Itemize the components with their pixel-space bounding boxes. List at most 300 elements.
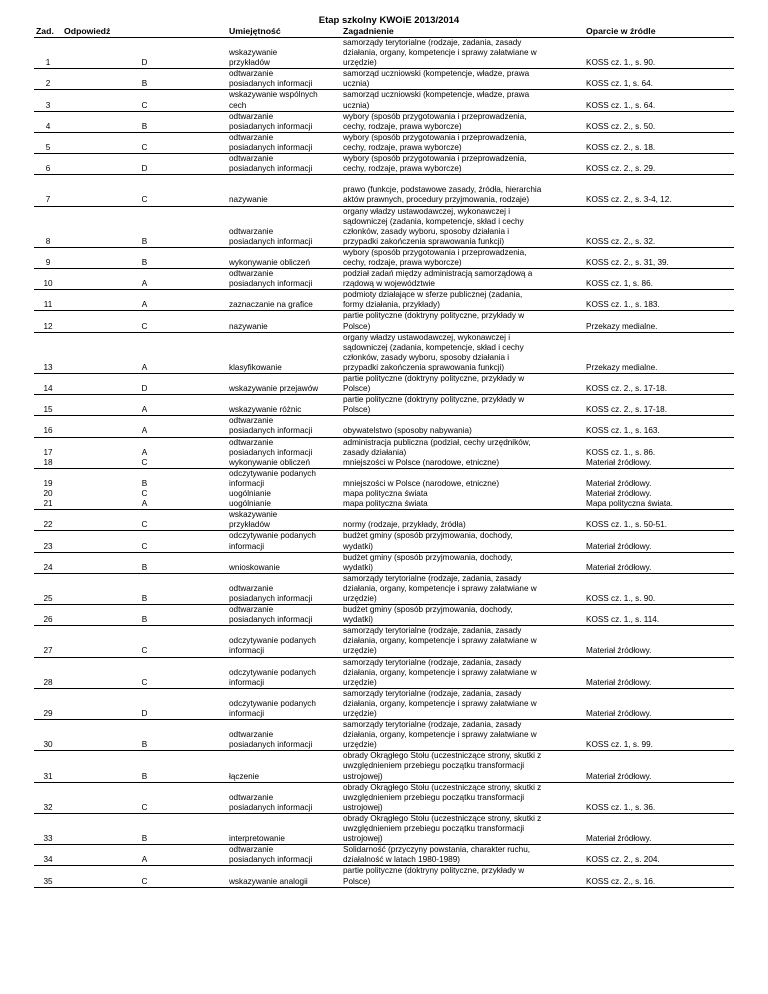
task-number-line: 29 [43, 709, 53, 718]
task-number-line: 4 [45, 121, 51, 131]
topic-line: wydatki) [343, 541, 374, 551]
source-line: Materiał źródłowy. [586, 771, 652, 781]
skill-cell [227, 206, 341, 247]
source-line: KOSS cz. 1., s. 36. [586, 802, 656, 812]
topic-line: urzędzie) [343, 677, 377, 687]
source-line: Przekazy medialne. [586, 362, 658, 372]
answer-line: B [141, 79, 148, 89]
topic-cell [341, 845, 584, 866]
answer-cell [62, 290, 227, 311]
skill-cell [227, 132, 341, 153]
skill-cell [227, 510, 341, 531]
answer-cell [62, 69, 227, 90]
topic-cell [341, 374, 584, 395]
table-row [34, 69, 734, 90]
source-line: KOSS cz. 1., s. 50-51. [586, 520, 667, 530]
task-number-line: 15 [43, 405, 53, 415]
topic-line: Polsce) [343, 321, 371, 331]
answer-line: C [141, 541, 148, 551]
table-row [34, 132, 734, 153]
topic-line: cechy, rodzaje, prawa wyborcze) [343, 121, 462, 131]
task-number-line: 25 [43, 593, 53, 603]
skill-line: odtwarzanie [229, 416, 274, 426]
skill-line: wskazywanie analogii [229, 876, 308, 886]
answer-line: C [141, 489, 148, 499]
table-row [34, 374, 734, 395]
topic-cell [341, 154, 584, 175]
answer-line: C [141, 100, 148, 110]
skill-cell [227, 395, 341, 416]
skill-line: wskazywanie wspólnych [229, 90, 318, 100]
topic-cell [341, 290, 584, 311]
task-number-line: 2 [45, 79, 51, 89]
topic-line: działania, organy, kompetencje i sprawy załatwiane w [343, 48, 537, 58]
skill-line: interpretowanie [229, 834, 285, 844]
skill-line: wskazywanie [229, 510, 278, 520]
answer-cell [62, 154, 227, 175]
answer-cell [62, 111, 227, 132]
topic-line: Polsce) [343, 384, 371, 394]
task-number-cell [34, 510, 62, 531]
topic-line: wybory (sposób przygotowania i przeprowadzenia, [343, 132, 527, 142]
skill-line: posiadanych informacji [229, 593, 313, 603]
skill-line: posiadanych informacji [229, 447, 313, 457]
topic-line: uwzględnieniem przebiegu początku transformacji [343, 761, 525, 771]
skill-line: odczytywanie podanych [229, 468, 316, 478]
table-row [34, 38, 734, 69]
source-line: KOSS cz. 1., s. 163. [586, 426, 660, 436]
task-number-line: 19 [43, 478, 53, 488]
table-row [34, 395, 734, 416]
skill-line: odczytywanie podanych [229, 531, 316, 541]
answer-cell [62, 132, 227, 153]
topic-line: cechy, rodzaje, prawa wyborcze) [343, 142, 462, 152]
task-number-line: 1 [45, 58, 51, 68]
topic-line: wydatki) [343, 562, 374, 572]
topic-line: wybory (sposób przygotowania i przeprowadzenia, [343, 111, 527, 121]
skill-line: odtwarzanie [229, 583, 274, 593]
topic-line: normy (rodzaje, przykłady, źródła) [343, 520, 466, 530]
answer-cell [62, 468, 227, 509]
answer-line: A [141, 405, 148, 415]
answer-line: C [141, 520, 148, 530]
skill-line: uogólnianie [229, 499, 271, 509]
table-row [34, 531, 734, 552]
answer-line: C [141, 457, 148, 467]
task-number-cell [34, 311, 62, 332]
topic-line: wybory (sposób przygotowania i przeprowadzenia, [343, 154, 527, 164]
topic-line: formy działania, przykłady) [343, 300, 440, 310]
source-cell [584, 69, 734, 90]
topic-line: uwzględnieniem przebiegu początku transformacji [343, 824, 525, 834]
topic-line: zasady działania) [343, 447, 407, 457]
task-number-cell [34, 247, 62, 268]
answer-line: B [141, 615, 148, 625]
source-line: KOSS cz. 1., s. 90. [586, 58, 656, 68]
topic-line: partie polityczne (doktryny polityczne, przykłady w [343, 311, 525, 321]
table-row [34, 311, 734, 332]
table-row [34, 688, 734, 719]
table-row [34, 290, 734, 311]
source-line: KOSS cz. 2., s. 17-18. [586, 405, 667, 415]
task-number-line: 21 [43, 499, 53, 509]
answer-cell [62, 626, 227, 657]
skill-line: łączenie [229, 771, 260, 781]
topic-line: partie polityczne (doktryny polityczne, przykłady w [343, 374, 525, 383]
topic-line: budżet gminy (sposób przyjmowania, dochody, [343, 531, 513, 541]
table-row [34, 175, 734, 206]
table-row [34, 626, 734, 657]
source-cell [584, 269, 734, 290]
topic-line: samorząd uczniowski (kompetencje, władze, prawa [343, 69, 530, 79]
topic-line: ucznia) [343, 100, 370, 110]
topic-line: budżet gminy (sposób przyjmowania, dochody, [343, 552, 513, 562]
topic-line: samorządy terytorialne (rodzaje, zadania, zasady [343, 688, 522, 698]
task-number-cell [34, 657, 62, 688]
task-number-line: 12 [43, 321, 53, 331]
task-number-cell [34, 175, 62, 206]
source-line: KOSS cz. 2., s. 17-18. [586, 384, 667, 394]
skill-line: cech [229, 100, 247, 110]
topic-cell [341, 720, 584, 751]
topic-line: podmioty działające w sferze publicznej (zadania, [343, 290, 523, 300]
table-row [34, 111, 734, 132]
topic-line: ustrojowej) [343, 802, 383, 812]
skill-line: posiadanych informacji [229, 142, 313, 152]
topic-cell [341, 813, 584, 844]
answer-key-table [34, 25, 734, 888]
topic-line: urzędzie) [343, 740, 377, 750]
topic-cell [341, 395, 584, 416]
source-line: Materiał źródłowy. [586, 677, 652, 687]
answer-line: D [141, 58, 148, 68]
skill-line: wykonywanie obliczeń [229, 457, 311, 467]
answer-line: C [141, 646, 148, 656]
topic-cell [341, 332, 584, 373]
topic-line: budżet gminy (sposób przyjmowania, dochody, [343, 605, 513, 615]
answer-cell [62, 311, 227, 332]
topic-line: samorządy terytorialne (rodzaje, zadania, zasady [343, 657, 522, 667]
task-number-line: 20 [43, 489, 53, 499]
task-number-line: 5 [45, 142, 51, 152]
answer-line: A [141, 447, 148, 457]
table-row [34, 332, 734, 373]
source-line: Materiał źródłowy. [586, 709, 652, 718]
source-cell [584, 332, 734, 373]
source-line: KOSS cz. 1, s. 64. [586, 79, 653, 89]
skill-line: odtwarzanie [229, 792, 274, 802]
topic-cell [341, 38, 584, 69]
answer-line: B [141, 236, 148, 246]
answer-line: C [141, 195, 148, 205]
skill-cell [227, 688, 341, 719]
skill-line: odczytywanie podanych [229, 698, 316, 708]
topic-line: ucznia) [343, 79, 370, 89]
table-row [34, 437, 734, 468]
answer-line: B [141, 257, 148, 267]
skill-line: odtwarzanie [229, 226, 274, 236]
source-cell [584, 552, 734, 573]
answer-line: C [141, 321, 148, 331]
skill-line: informacji [229, 709, 265, 718]
skill-cell [227, 175, 341, 206]
source-line: Przekazy medialne. [586, 321, 658, 331]
task-number-cell [34, 206, 62, 247]
answer-line: A [141, 300, 148, 310]
skill-line: odtwarzanie [229, 605, 274, 615]
skill-cell [227, 69, 341, 90]
topic-line: urzędzie) [343, 593, 377, 603]
source-cell [584, 311, 734, 332]
topic-cell [341, 437, 584, 468]
skill-line: wnioskowanie [229, 562, 280, 572]
source-line: KOSS cz. 1, s. 86. [586, 279, 653, 289]
skill-cell [227, 657, 341, 688]
task-number-line: 35 [43, 876, 53, 886]
table-row [34, 269, 734, 290]
answer-line: B [141, 771, 148, 781]
answer-cell [62, 720, 227, 751]
source-cell [584, 573, 734, 604]
topic-line: urzędzie) [343, 709, 377, 718]
skill-line: odtwarzanie [229, 845, 274, 855]
skill-line: posiadanych informacji [229, 615, 313, 625]
task-number-line: 14 [43, 384, 53, 394]
sheet-title: Etap szkolny KWOiE 2013/2014 [318, 15, 460, 26]
answer-cell [62, 605, 227, 626]
task-number-line: 32 [43, 802, 53, 812]
topic-line: partie polityczne (doktryny polityczne, przykłady w [343, 395, 525, 405]
task-number-line: 9 [45, 257, 51, 267]
skill-cell [227, 605, 341, 626]
answer-cell [62, 332, 227, 373]
skill-line: odtwarzanie [229, 437, 274, 447]
skill-cell [227, 813, 341, 844]
task-number-line: 16 [43, 426, 53, 436]
skill-line: posiadanych informacji [229, 426, 313, 436]
answer-cell [62, 573, 227, 604]
table-row [34, 552, 734, 573]
task-number-line: 30 [43, 740, 53, 750]
topic-cell [341, 605, 584, 626]
task-number-cell [34, 573, 62, 604]
task-number-line: 6 [45, 164, 51, 174]
source-line: Materiał źródłowy. [586, 541, 652, 551]
answer-line: C [141, 677, 148, 687]
source-cell [584, 247, 734, 268]
task-number-line: 8 [45, 236, 51, 246]
source-cell [584, 657, 734, 688]
topic-line: wydatki) [343, 615, 374, 625]
topic-cell [341, 206, 584, 247]
topic-cell [341, 416, 584, 437]
task-number-line: 17 [43, 447, 53, 457]
topic-cell [341, 69, 584, 90]
source-cell [584, 531, 734, 552]
answer-line: D [141, 709, 148, 718]
topic-line: mapa polityczna świata [343, 499, 428, 509]
topic-line: organy władzy ustawodawczej, wykonawczej i [343, 206, 511, 216]
topic-line: obrady Okrągłego Stołu (uczestniczące strony, skutki z [343, 751, 542, 761]
answer-cell [62, 38, 227, 69]
table-row [34, 866, 734, 887]
skill-line: odczytywanie podanych [229, 636, 316, 646]
skill-line: odtwarzanie [229, 730, 274, 740]
answer-cell [62, 782, 227, 813]
answer-cell [62, 206, 227, 247]
topic-line: działania, organy, kompetencje i sprawy załatwiane w [343, 583, 537, 593]
answer-cell [62, 175, 227, 206]
task-number-line: 34 [43, 855, 53, 865]
skill-cell [227, 290, 341, 311]
topic-line: wybory (sposób przygotowania i przeprowadzenia, [343, 247, 527, 257]
topic-line: cechy, rodzaje, prawa wyborcze) [343, 164, 462, 174]
topic-cell [341, 626, 584, 657]
skill-line: posiadanych informacji [229, 79, 313, 89]
topic-line: samorząd uczniowski (kompetencje, władze, prawa [343, 90, 530, 100]
topic-line: mniejszości w Polsce (narodowe, etniczne) [343, 478, 500, 488]
skill-line: nazywanie [229, 195, 268, 205]
skill-cell [227, 154, 341, 175]
skill-line: wskazywanie różnic [229, 405, 302, 415]
topic-line: ustrojowej) [343, 834, 383, 844]
task-number-line: 18 [43, 457, 53, 467]
topic-line: rządową w województwie [343, 279, 435, 289]
skill-line: posiadanych informacji [229, 121, 313, 131]
skill-line: odtwarzanie [229, 132, 274, 142]
source-line: KOSS cz. 1., s. 86. [586, 447, 656, 457]
header-row [34, 25, 734, 38]
skill-line: posiadanych informacji [229, 740, 313, 750]
skill-line: informacji [229, 478, 265, 488]
source-line: Materiał źródłowy. [586, 489, 652, 499]
skill-line: posiadanych informacji [229, 855, 313, 865]
topic-line: podział zadań między administracją samorządową a [343, 269, 533, 279]
answer-line: A [141, 426, 148, 436]
topic-line: członków, zasady wyboru, sposoby działania i [343, 352, 510, 362]
skill-line: odtwarzanie [229, 269, 274, 279]
skill-cell [227, 374, 341, 395]
skill-line: posiadanych informacji [229, 279, 313, 289]
source-line: KOSS cz. 1., s. 114. [586, 615, 660, 625]
task-number-cell [34, 374, 62, 395]
topic-cell [341, 751, 584, 782]
skill-line: wskazywanie przejawów [229, 384, 319, 394]
task-number-line: 13 [43, 362, 53, 372]
answer-line: A [141, 362, 148, 372]
source-cell [584, 111, 734, 132]
source-cell [584, 468, 734, 509]
topic-line: działania, organy, kompetencje i sprawy załatwiane w [343, 698, 537, 708]
topic-cell [341, 468, 584, 509]
topic-line: obrady Okrągłego Stołu (uczestniczące strony, skutki z [343, 813, 542, 823]
source-cell [584, 751, 734, 782]
table-row [34, 605, 734, 626]
answer-cell [62, 866, 227, 887]
topic-line: obrady Okrągłego Stołu (uczestniczące strony, skutki z [343, 782, 542, 792]
task-number-cell [34, 132, 62, 153]
source-line: KOSS cz. 2., s. 29. [586, 164, 656, 174]
topic-line: Polsce) [343, 876, 371, 886]
task-number-line: 33 [43, 834, 53, 844]
source-line: KOSS cz. 1., s. 90. [586, 593, 656, 603]
source-cell [584, 720, 734, 751]
source-cell [584, 90, 734, 111]
source-cell [584, 626, 734, 657]
skill-line: informacji [229, 541, 265, 551]
answer-cell [62, 437, 227, 468]
topic-cell [341, 132, 584, 153]
table-row [34, 416, 734, 437]
task-number-line: 11 [43, 300, 53, 310]
task-number-cell [34, 38, 62, 69]
skill-line: posiadanych informacji [229, 236, 313, 246]
task-number-line: 3 [45, 100, 51, 110]
answer-cell [62, 395, 227, 416]
source-line: KOSS cz. 2., s. 31, 39. [586, 257, 669, 267]
topic-line: działalność w latach 1980-1989) [343, 855, 460, 865]
skill-cell [227, 866, 341, 887]
topic-cell [341, 175, 584, 206]
topic-line: Solidarność (przyczyny powstania, charakter ruchu, [343, 845, 531, 855]
skill-cell [227, 720, 341, 751]
table-body [34, 38, 734, 888]
topic-cell [341, 510, 584, 531]
answer-cell [62, 813, 227, 844]
topic-cell [341, 573, 584, 604]
source-cell [584, 374, 734, 395]
topic-cell [341, 247, 584, 268]
task-number-cell [34, 269, 62, 290]
answer-line: C [141, 876, 148, 886]
answer-cell [62, 531, 227, 552]
topic-line: działania, organy, kompetencje i sprawy załatwiane w [343, 636, 537, 646]
task-number-line: 23 [43, 541, 53, 551]
task-number-line: 22 [43, 520, 53, 530]
answer-line: D [141, 384, 148, 394]
header-umiejetnosc: Umiejętność [227, 25, 341, 38]
table-row [34, 845, 734, 866]
task-number-cell [34, 154, 62, 175]
task-number-cell [34, 90, 62, 111]
answer-line: C [141, 802, 148, 812]
topic-line [343, 175, 582, 185]
task-number-cell [34, 111, 62, 132]
skill-line: klasyfikowanie [229, 362, 282, 372]
topic-line: administracja publiczna (podział, cechy urzędników, [343, 437, 531, 447]
topic-line: sądowniczej (zadania, kompetencje, skład i cechy [343, 216, 524, 226]
source-line: KOSS cz. 1., s. 64. [586, 100, 656, 110]
table-row [34, 782, 734, 813]
task-number-cell [34, 468, 62, 509]
answer-line: B [141, 834, 148, 844]
skill-line: zaznaczanie na grafice [229, 300, 313, 310]
skill-line: nazywanie [229, 321, 268, 331]
topic-line: urzędzie) [343, 646, 377, 656]
header-zagadnienie: Zagadnienie [341, 25, 584, 38]
skill-cell [227, 626, 341, 657]
answer-line: D [141, 164, 148, 174]
topic-line: mapa polityczna świata [343, 489, 428, 499]
source-cell [584, 416, 734, 437]
topic-line: obywatelstwo (sposoby nabywania) [343, 426, 472, 436]
source-cell [584, 845, 734, 866]
source-line: KOSS cz. 1., s. 183. [586, 300, 660, 310]
task-number-cell [34, 395, 62, 416]
source-cell [584, 437, 734, 468]
task-number-cell [34, 437, 62, 468]
skill-cell [227, 782, 341, 813]
